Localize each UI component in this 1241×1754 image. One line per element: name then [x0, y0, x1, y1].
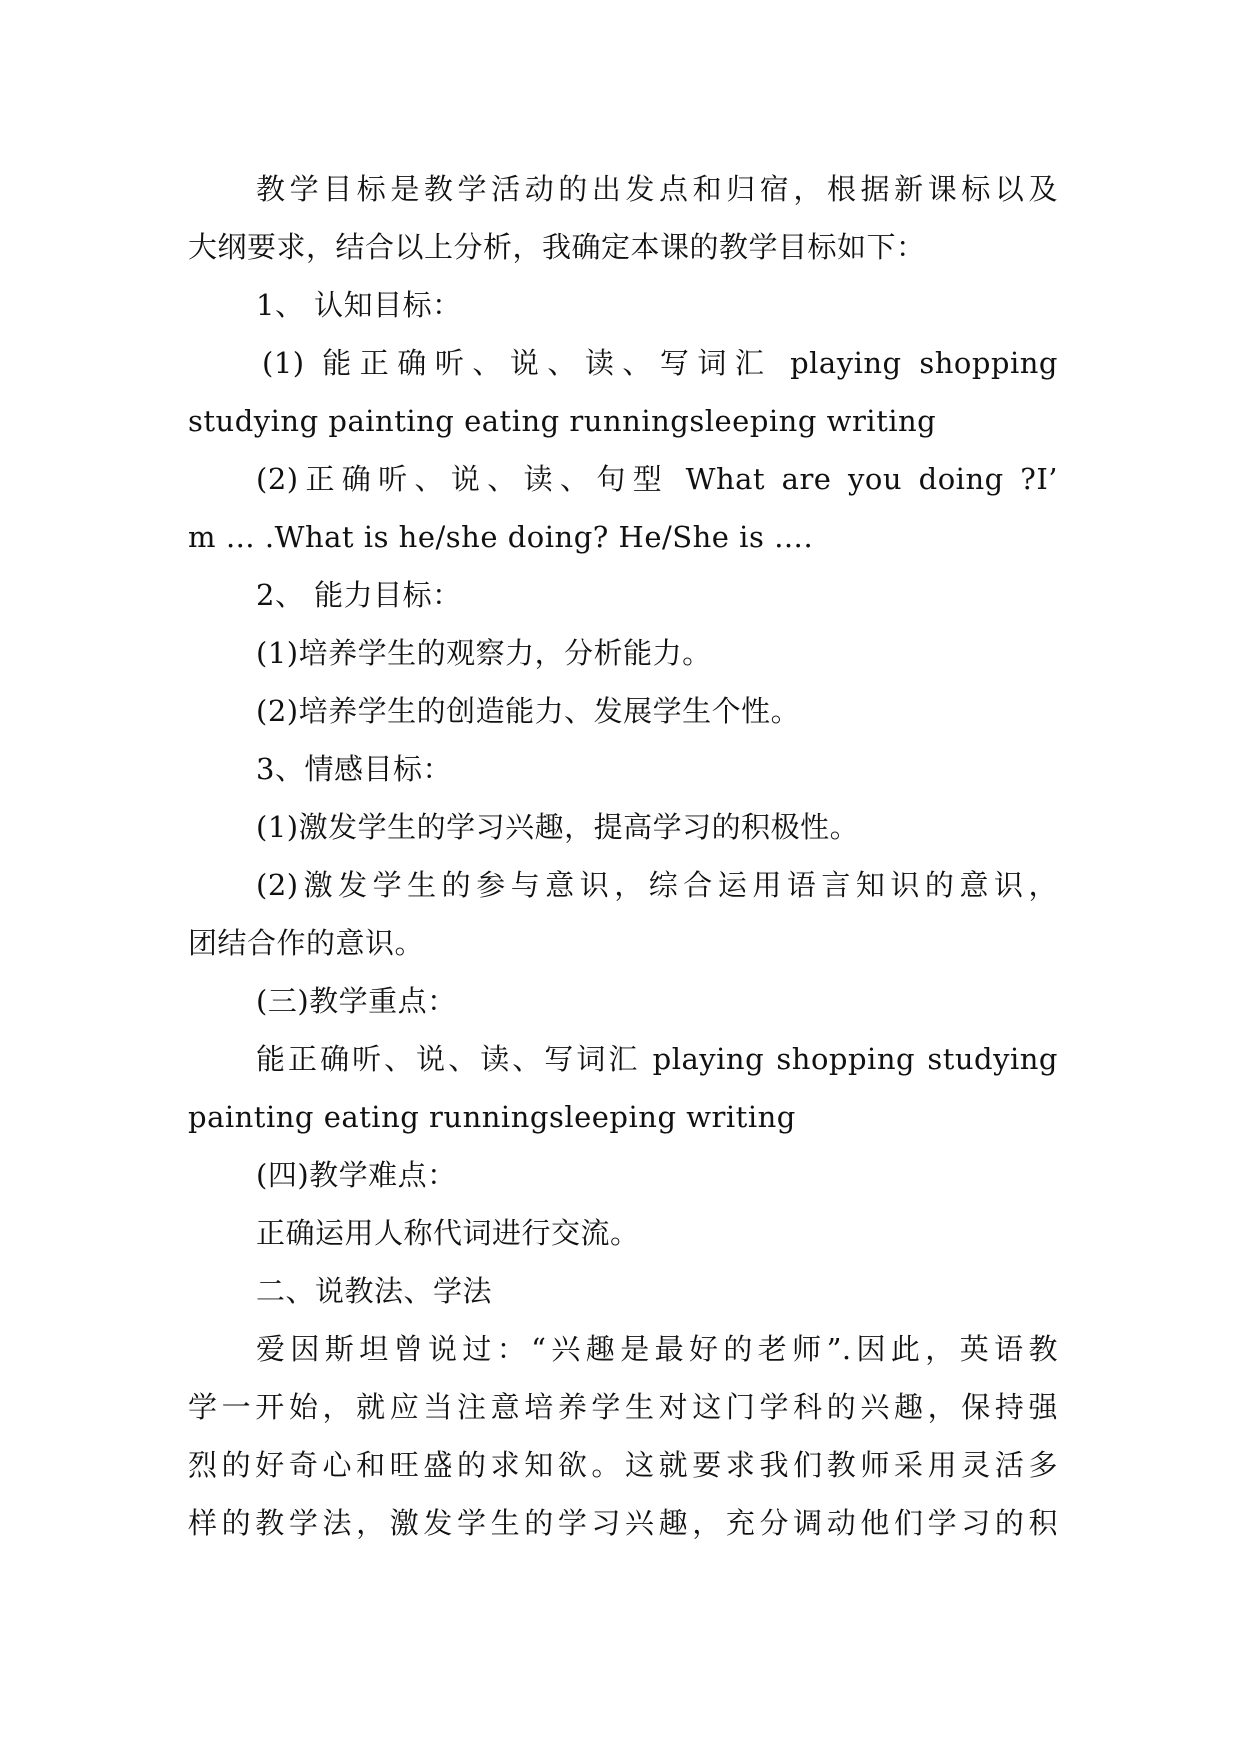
- document-body: [188, 160, 1058, 1552]
- heading-teaching-focus: (三)教学重点：: [256, 984, 457, 1018]
- teaching-focus-line-2: painting eating runningsleeping writing: [188, 1100, 796, 1134]
- paragraph-teaching-goals-line-2: 大纲要求，结合以上分析，我确定本课的教学目标如下：: [188, 230, 926, 264]
- teaching-focus-line-1: 能正确听、说、读、写词汇 playing shopping studying: [256, 1042, 1058, 1076]
- emotional-goal-1: (1)激发学生的学习兴趣，提高学习的积极性。: [256, 810, 860, 844]
- cognitive-goal-1-line-2: studying painting eating runningsleeping writing: [188, 404, 937, 438]
- cognitive-goal-2-line-1: (2)正确听、说、读、句型 What are you doing ?I’: [256, 462, 1058, 496]
- heading-emotional-goals: 3、情感目标：: [256, 752, 452, 786]
- cognitive-goal-2-line-2: m … .What is he/she doing? He/She is ….: [188, 520, 814, 554]
- emotional-goal-2-line-1: (2)激发学生的参与意识，综合运用语言知识的意识，: [256, 868, 1058, 902]
- heading-cognitive-goals: 1、 认知目标：: [256, 288, 462, 322]
- ability-goal-1: (1)培养学生的观察力，分析能力。: [256, 636, 712, 670]
- emotional-goal-2-line-2: 团结合作的意识。: [188, 926, 425, 960]
- heading-ability-goals: 2、 能力目标：: [256, 578, 462, 612]
- heading-teaching-methods: 二、说教法、学法: [256, 1274, 493, 1308]
- methods-paragraph-line-2: 学一开始，就应当注意培养学生对这门学科的兴趣，保持强: [188, 1390, 1058, 1424]
- heading-teaching-difficulty: (四)教学难点：: [256, 1158, 457, 1192]
- paragraph-teaching-goals-line-1: 教学目标是教学活动的出发点和归宿，根据新课标以及: [256, 172, 1058, 206]
- methods-paragraph-line-1: 爱因斯坦曾说过：“兴趣是最好的老师”.因此，英语教: [256, 1332, 1058, 1366]
- methods-paragraph-line-4: 样的教学法，激发学生的学习兴趣，充分调动他们学习的积: [188, 1506, 1058, 1540]
- cognitive-goal-1-line-1: (1) 能正确听、说、读、写词汇 playing shopping: [262, 346, 1058, 380]
- ability-goal-2: (2)培养学生的创造能力、发展学生个性。: [256, 694, 801, 728]
- teaching-difficulty-text: 正确运用人称代词进行交流。: [256, 1216, 640, 1250]
- methods-paragraph-line-3: 烈的好奇心和旺盛的求知欲。这就要求我们教师采用灵活多: [188, 1448, 1058, 1482]
